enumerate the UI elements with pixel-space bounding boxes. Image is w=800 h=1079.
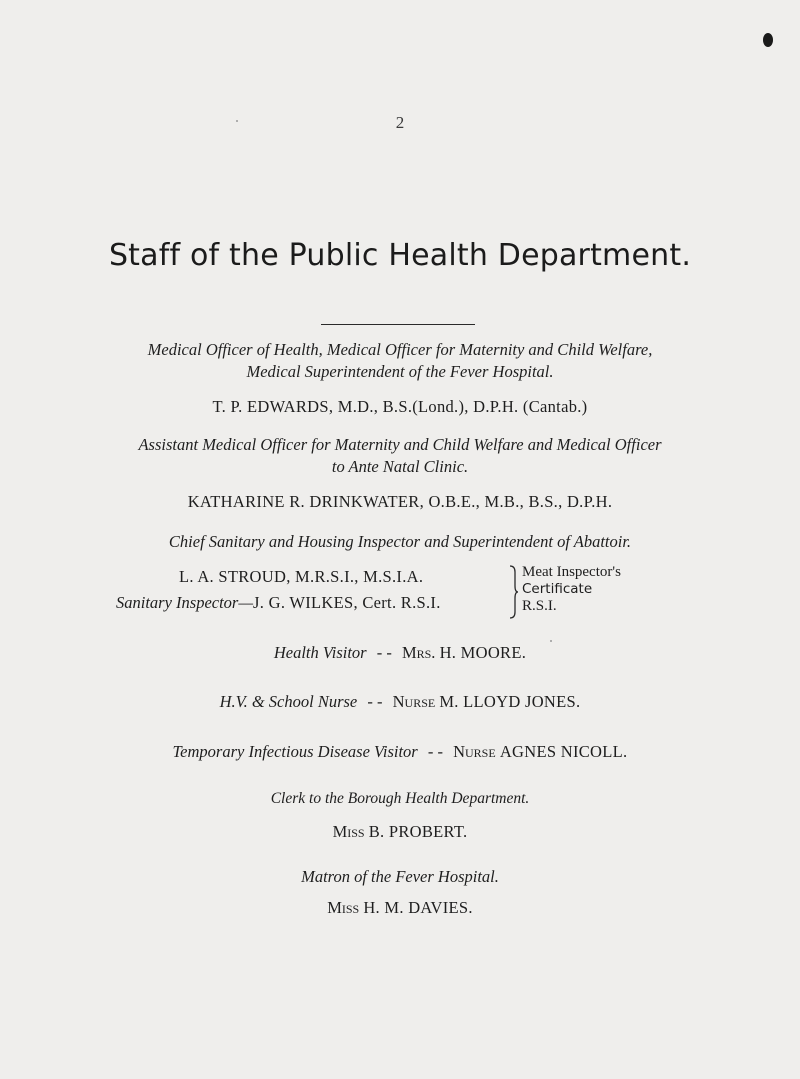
health-visitor-title: Mrs. — [401, 643, 436, 662]
health-visitor-separator: - - — [376, 643, 392, 662]
brace-icon — [508, 564, 518, 620]
assistant-name: KATHARINE R. DRINKWATER, O.B.E., M.B., B.S., D.P.H. — [187, 492, 613, 511]
certificate-line-3: R.S.I. — [522, 598, 557, 614]
page-title: Staff of the Public Health Department. — [108, 238, 692, 273]
paper-speck — [550, 640, 552, 642]
infectious-visitor-row — [0, 742, 800, 762]
assistant-role-line-2: to Ante Natal Clinic. — [331, 457, 469, 476]
health-visitor-name: H. MOORE. — [439, 643, 527, 662]
chief-inspector-name: L. A. STROUD, M.R.S.I., M.S.I.A. — [179, 567, 424, 586]
clerk-role: Clerk to the Borough Health Department. — [270, 790, 530, 807]
sanitary-inspector-row — [116, 593, 441, 613]
meat-certificate-note — [522, 564, 621, 615]
clerk-row — [0, 822, 800, 842]
title-divider — [321, 324, 475, 325]
assistant-role-line-1: Assistant Medical Officer for Maternity and Child Welfare and Medical Officer — [138, 435, 662, 454]
infectious-visitor-title: Nurse — [453, 742, 496, 761]
sanitary-inspector-name: J. G. WILKES, Cert. R.S.I. — [253, 593, 441, 612]
sanitary-inspector-label: Sanitary Inspector— — [116, 593, 254, 612]
sanitary-role: Chief Sanitary and Housing Inspector and Superintendent of Abattoir. — [168, 532, 632, 551]
health-visitor-row — [0, 643, 800, 663]
school-nurse-name: M. LLOYD JONES. — [439, 692, 581, 711]
moh-name: T. P. EDWARDS, M.D., B.S.(Lond.), D.P.H. (Cantab.) — [212, 397, 588, 416]
page-number: 2 — [395, 113, 405, 132]
clerk-title: Miss — [332, 822, 365, 841]
certificate-line-2: Certificate — [522, 581, 593, 597]
moh-role-line-1: Medical Officer of Health, Medical Officer for Maternity and Child Welfare, — [147, 340, 653, 359]
matron-title: Miss — [327, 898, 360, 917]
school-nurse-row — [0, 692, 800, 712]
matron-name: H. M. DAVIES. — [363, 898, 473, 917]
moh-role-line-2: Medical Superintendent of the Fever Hospital. — [246, 362, 554, 381]
school-nurse-separator: - - — [367, 692, 383, 711]
school-nurse-title: Nurse — [392, 692, 436, 711]
infectious-visitor-separator: - - — [427, 742, 443, 761]
certificate-line-1: Meat Inspector's — [522, 564, 621, 580]
ink-blot — [763, 33, 773, 47]
matron-row — [0, 898, 800, 918]
school-nurse-label: H.V. & School Nurse — [219, 692, 358, 711]
infectious-visitor-name: AGNES NICOLL. — [499, 742, 628, 761]
matron-role: Matron of the Fever Hospital. — [301, 867, 499, 886]
health-visitor-label: Health Visitor — [273, 643, 367, 662]
clerk-name: B. PROBERT. — [368, 822, 468, 841]
infectious-visitor-label: Temporary Infectious Disease Visitor — [172, 742, 418, 761]
